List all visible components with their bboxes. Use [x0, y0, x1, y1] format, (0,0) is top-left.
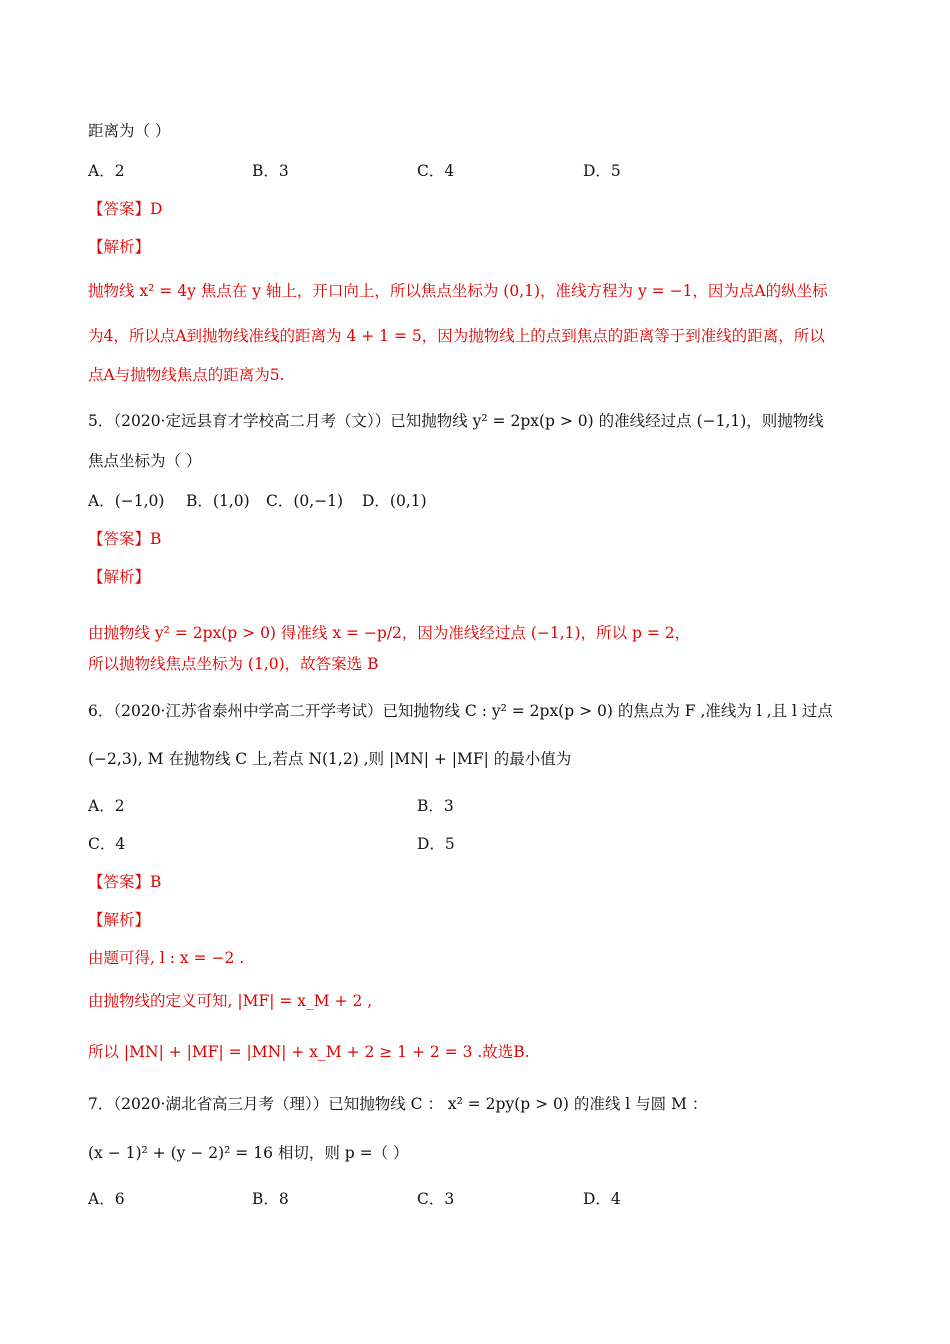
- q7-stem-line-2: (x − 1)² + (y − 2)² = 16 相切，则 p =（ ）: [88, 1144, 409, 1162]
- q4-answer: 【答案】D: [88, 200, 163, 218]
- q4-option-b: B．3: [252, 162, 289, 180]
- q4-analysis-line-3: 点A与抛物线焦点的距离为5.: [88, 366, 285, 384]
- q6-option-d: D．5: [417, 835, 455, 853]
- q4-option-a: A．2: [88, 162, 125, 180]
- q4-option-c: C．4: [417, 162, 455, 180]
- q6-stem-line-1: 6．（2020·江苏省泰州中学高二开学考试）已知抛物线 C : y² = 2px(p > 0) 的焦点为 F ,准线为 l ,且 l 过点: [88, 702, 833, 720]
- q6-stem-line-2: (−2,3), M 在抛物线 C 上,若点 N(1,2) ,则 |MN| + |MF| 的最小值为: [88, 750, 572, 768]
- q6-analysis-label: 【解析】: [88, 911, 151, 929]
- q5-stem-line-1: 5．（2020·定远县育才学校高二月考（文））已知抛物线 y² = 2px(p > 0) 的准线经过点 (−1,1)，则抛物线: [88, 412, 824, 430]
- q5-analysis-label: 【解析】: [88, 568, 151, 586]
- q5-option-b: B．(1,0): [186, 492, 250, 510]
- q6-analysis-line-1: 由题可得, l : x = −2 .: [88, 949, 245, 967]
- q5-option-a: A．(−1,0): [88, 492, 165, 510]
- q4-analysis-line-1: 抛物线 x² = 4y 焦点在 y 轴上，开口向上，所以焦点坐标为 (0,1)，准线方程为 y = −1，因为点A的纵坐标: [88, 282, 828, 300]
- q6-analysis-line-3: 所以 |MN| + |MF| = |MN| + x_M + 2 ≥ 1 + 2 = 3 .故选B.: [88, 1043, 530, 1061]
- q7-option-a: A．6: [88, 1190, 125, 1208]
- q7-option-b: B．8: [252, 1190, 289, 1208]
- q7-option-d: D．4: [583, 1190, 621, 1208]
- q7-option-c: C．3: [417, 1190, 455, 1208]
- q5-option-d: D．(0,1): [362, 492, 427, 510]
- q6-option-c: C．4: [88, 835, 126, 853]
- q7-stem-line-1: 7．（2020·湖北省高三月考（理））已知抛物线 C ： x² = 2py(p > 0) 的准线 l 与圆 M ：: [88, 1095, 708, 1113]
- q5-option-c: C．(0,−1): [266, 492, 344, 510]
- q4-analysis-line-2: 为4，所以点A到抛物线准线的距离为 4 + 1 = 5，因为抛物线上的点到焦点的距离等于到准线的距离，所以: [88, 327, 825, 345]
- q4-option-d: D．5: [583, 162, 621, 180]
- q4-analysis-label: 【解析】: [88, 238, 151, 256]
- q6-option-b: B．3: [417, 797, 454, 815]
- q5-answer: 【答案】B: [88, 530, 162, 548]
- q5-stem-line-2: 焦点坐标为（ ）: [88, 452, 202, 470]
- q6-analysis-line-2: 由抛物线的定义可知, |MF| = x_M + 2 ,: [88, 992, 373, 1010]
- q4-stem-tail: 距离为（ ）: [88, 122, 171, 140]
- q6-answer: 【答案】B: [88, 873, 162, 891]
- q5-analysis-line-1: 由抛物线 y² = 2px(p > 0) 得准线 x = −p/2，因为准线经过点 (−1,1)，所以 p = 2，: [88, 624, 691, 642]
- q6-option-a: A．2: [88, 797, 125, 815]
- q5-analysis-line-2: 所以抛物线焦点坐标为 (1,0)，故答案选 B: [88, 655, 379, 673]
